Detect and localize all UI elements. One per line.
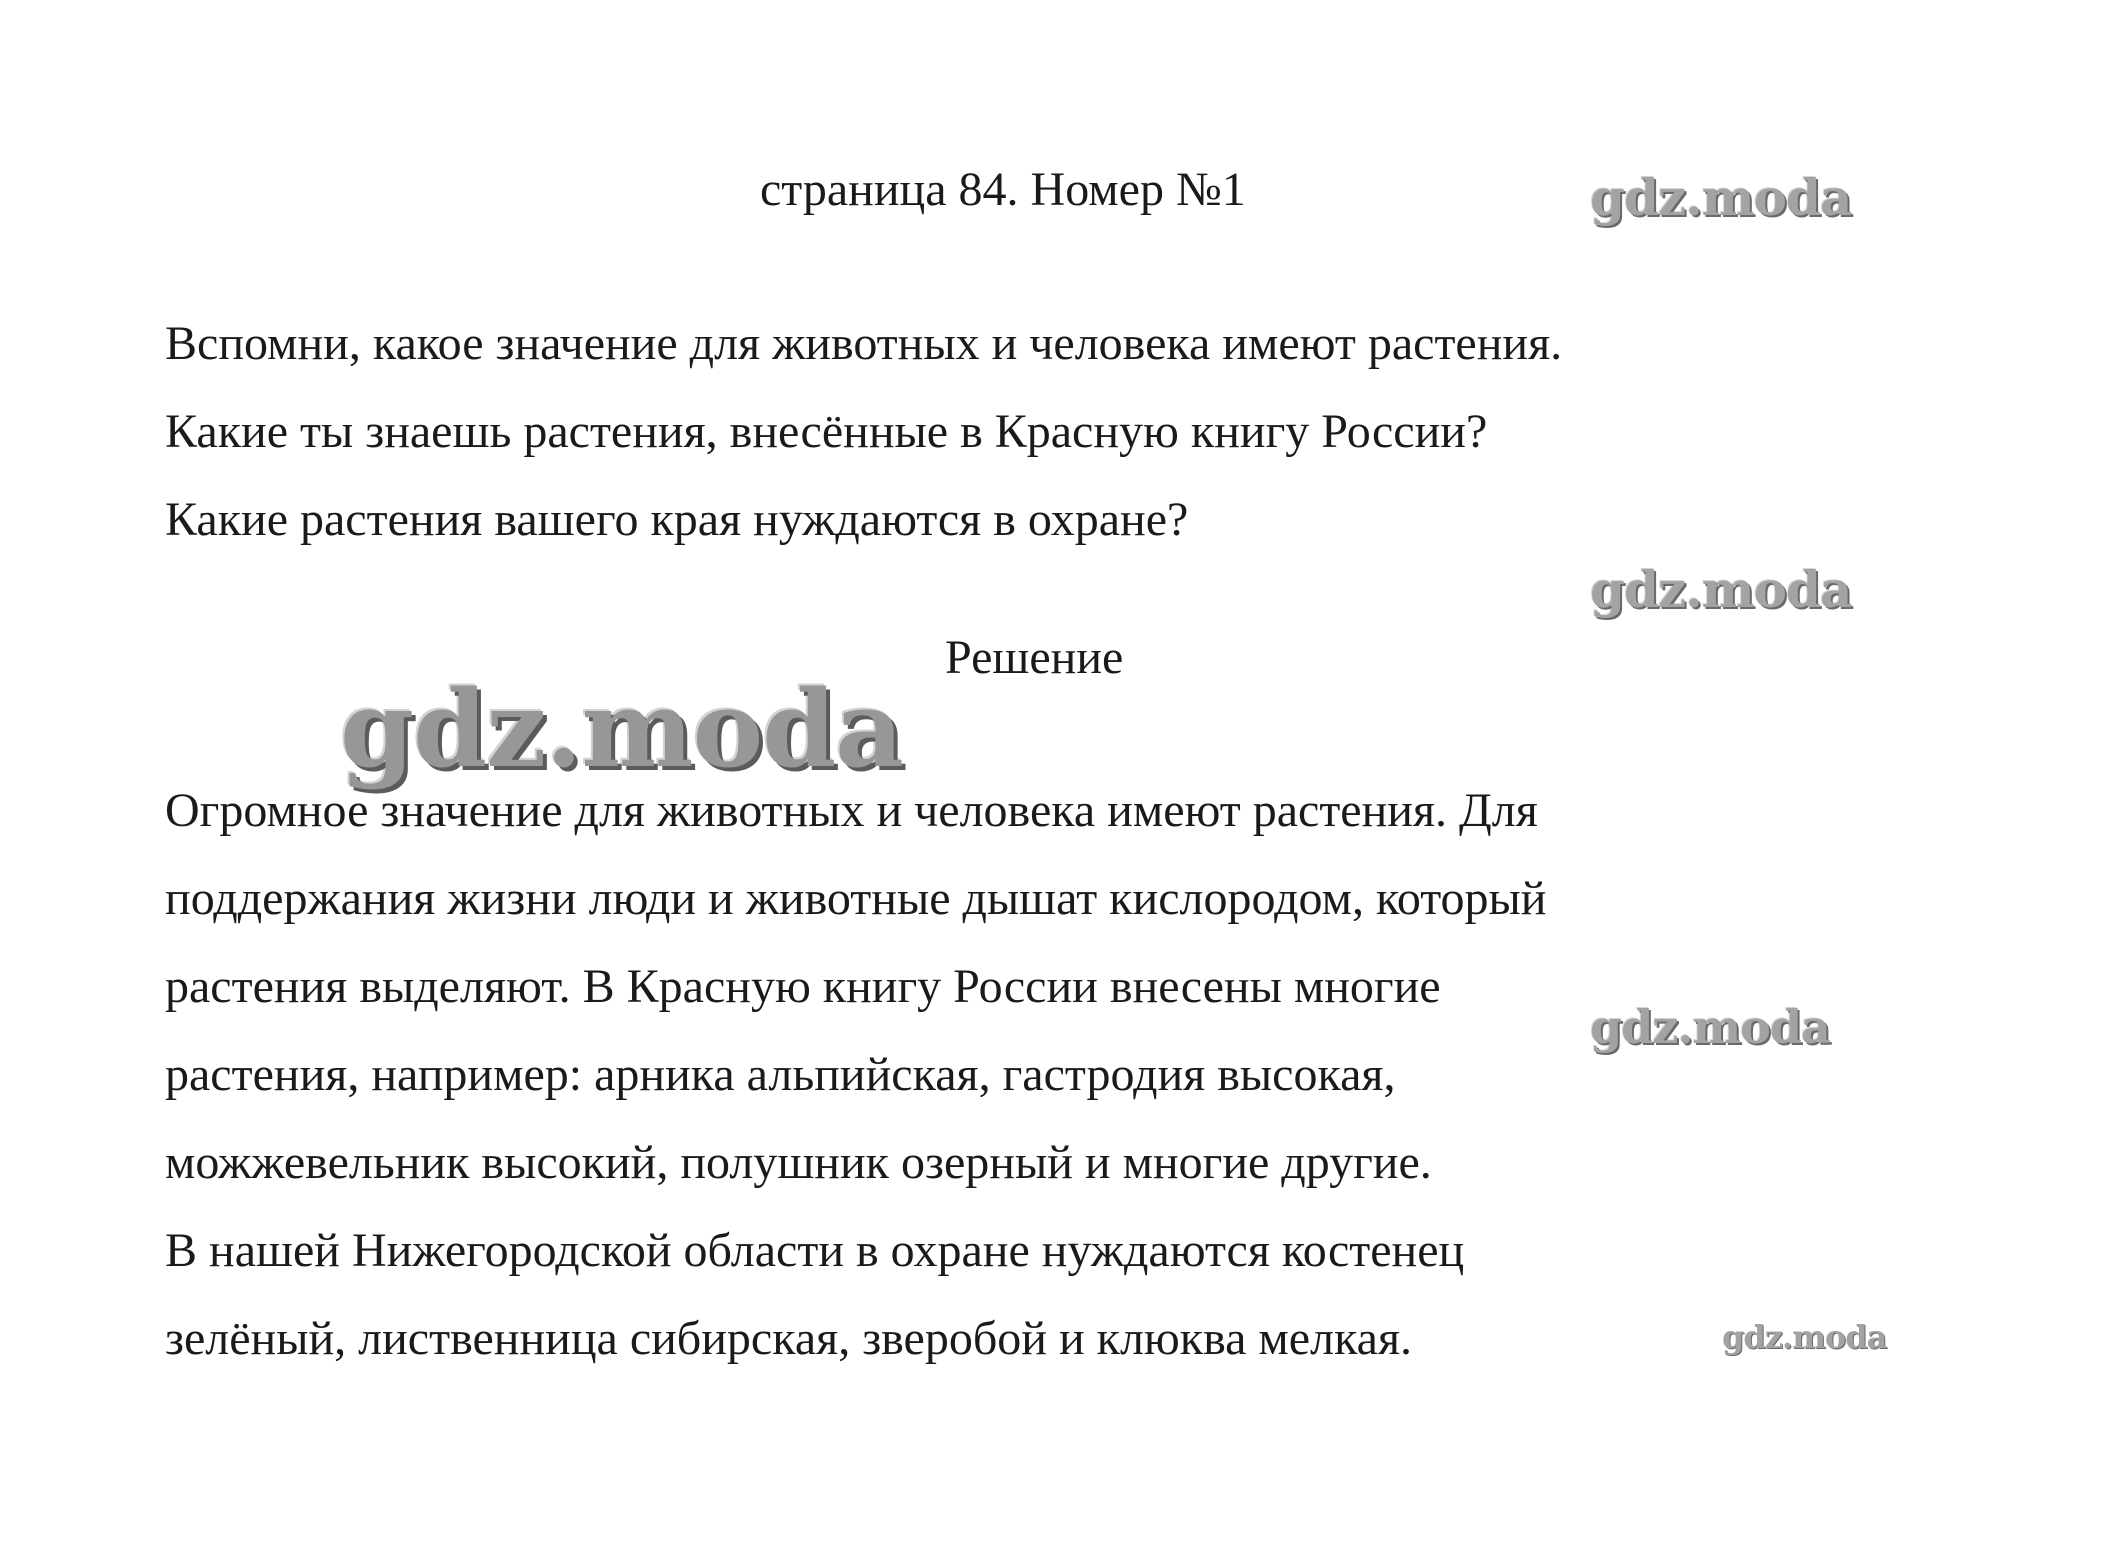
question-line: Вспомни, какое значение для животных и человека имеют растения. <box>165 317 1563 370</box>
solution-heading: Решение <box>945 631 1124 684</box>
watermark-logo: gdz.moda <box>1590 1000 1830 1054</box>
solution-line: зелёный, лиственница сибирская, зверобой и клюква мелкая. <box>165 1312 1413 1365</box>
page-title: страница 84. Номер №1 <box>760 163 1246 216</box>
question-line: Какие ты знаешь растения, внесённые в Красную книгу России? <box>165 405 1488 458</box>
solution-line: Огромное значение для животных и человека имеют растения. Для <box>165 784 1538 837</box>
question-text <box>165 300 1562 564</box>
question-line: Какие растения вашего края нуждаются в охране? <box>165 493 1189 546</box>
watermark-logo: gdz.moda <box>1722 1318 1887 1356</box>
solution-line: растения, например: арника альпийская, гастродия высокая, <box>165 1048 1396 1101</box>
solution-line: можжевельник высокий, полушник озерный и многие другие. <box>165 1136 1432 1189</box>
watermark-logo: gdz.moda <box>340 666 903 791</box>
solution-line: поддержания жизни люди и животные дышат кислородом, который <box>165 872 1547 925</box>
solution-text <box>165 767 1546 1383</box>
solution-line: растения выделяют. В Красную книгу России внесены многие <box>165 960 1441 1013</box>
watermark-logo: gdz.moda <box>1590 168 1852 227</box>
watermark-logo: gdz.moda <box>1590 560 1852 619</box>
solution-line: В нашей Нижегородской области в охране нуждаются костенец <box>165 1224 1465 1277</box>
